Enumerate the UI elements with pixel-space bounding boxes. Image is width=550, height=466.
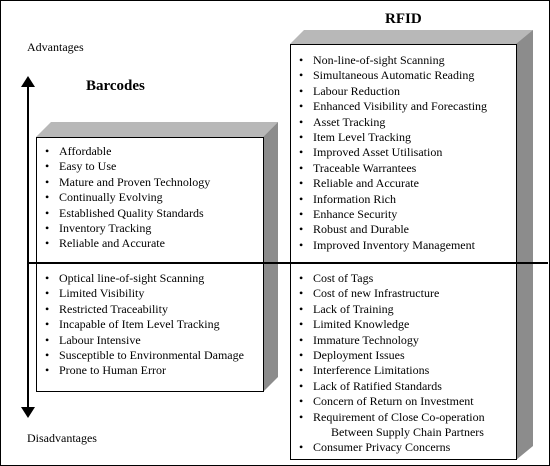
barcodes-disadvantage-item: • Labour Intensive (45, 333, 244, 348)
barcodes-disadvantage-item: • Optical line-of-sight Scanning (45, 271, 244, 286)
rfid-disadvantage-item: • Cost of new Infrastructure (299, 286, 485, 301)
barcodes-disadvantages-list (45, 271, 244, 379)
rfid-advantages-list (299, 53, 487, 253)
disadvantages-label: Disadvantages (27, 431, 97, 445)
barcodes-advantage-item: • Established Quality Standards (45, 206, 210, 221)
barcodes-disadvantage-item: • Prone to Human Error (45, 363, 244, 378)
barcodes-disadvantage-item: • Restricted Traceability (45, 302, 244, 317)
rfid-disadvantages-list (299, 271, 485, 456)
rfid-advantage-item: • Enhance Security (299, 207, 487, 222)
rfid-disadvantage-item: • Cost of Tags (299, 271, 485, 286)
barcodes-advantage-item: • Reliable and Accurate (45, 236, 210, 251)
rfid-disadvantage-item: • Interference Limitations (299, 363, 485, 378)
rfid-box-top (290, 30, 533, 44)
rfid-disadvantage-item: • Consumer Privacy Concerns (299, 440, 485, 455)
rfid-disadvantage-item: • Lack of Training (299, 302, 485, 317)
rfid-disadvantage-item: • Immature Technology (299, 333, 485, 348)
arrow-up-icon (21, 76, 35, 87)
rfid-disadvantage-item: • Requirement of Close Co-operation Between Supply Chain Partners (299, 410, 485, 441)
rfid-disadvantage-item: • Limited Knowledge (299, 317, 485, 332)
advantages-label: Advantages (27, 40, 84, 54)
barcodes-advantage-item: • Affordable (45, 144, 210, 159)
barcodes-disadvantage-item: • Limited Visibility (45, 286, 244, 301)
rfid-advantage-item: • Non-line-of-sight Scanning (299, 53, 487, 68)
rfid-disadvantage-item: • Concern of Return on Investment (299, 394, 485, 409)
rfid-title: RFID (385, 11, 422, 27)
barcodes-title: Barcodes (86, 78, 145, 94)
rfid-advantage-item: • Labour Reduction (299, 84, 487, 99)
barcodes-advantage-item: • Inventory Tracking (45, 221, 210, 236)
rfid-advantage-item: • Improved Asset Utilisation (299, 145, 487, 160)
barcodes-advantage-item: • Continually Evolving (45, 190, 210, 205)
rfid-advantage-item: • Traceable Warrantees (299, 161, 487, 176)
barcodes-box-top (36, 122, 278, 137)
arrow-down-icon (21, 407, 35, 418)
rfid-advantage-item: • Robust and Durable (299, 222, 487, 237)
barcodes-advantage-item: • Mature and Proven Technology (45, 175, 210, 190)
rfid-advantage-item: • Enhanced Visibility and Forecasting (299, 99, 487, 114)
barcodes-box-side (263, 122, 278, 392)
rfid-advantage-item: • Simultaneous Automatic Reading (299, 68, 487, 83)
rfid-advantage-item: • Item Level Tracking (299, 130, 487, 145)
barcodes-disadvantage-item: • Incapable of Item Level Tracking (45, 317, 244, 332)
barcodes-advantages-list (45, 144, 210, 252)
vertical-axis (27, 84, 29, 411)
rfid-disadvantage-item: • Lack of Ratified Standards (299, 379, 485, 394)
barcodes-advantage-item: • Easy to Use (45, 159, 210, 174)
rfid-disadvantage-item: • Deployment Issues (299, 348, 485, 363)
rfid-advantage-item: • Reliable and Accurate (299, 176, 487, 191)
divider-line (27, 262, 548, 264)
rfid-advantage-item: • Asset Tracking (299, 115, 487, 130)
rfid-box-side (516, 30, 533, 460)
rfid-advantage-item: • Information Rich (299, 192, 487, 207)
barcodes-disadvantage-item: • Susceptible to Environmental Damage (45, 348, 244, 363)
rfid-advantage-item: • Improved Inventory Management (299, 238, 487, 253)
